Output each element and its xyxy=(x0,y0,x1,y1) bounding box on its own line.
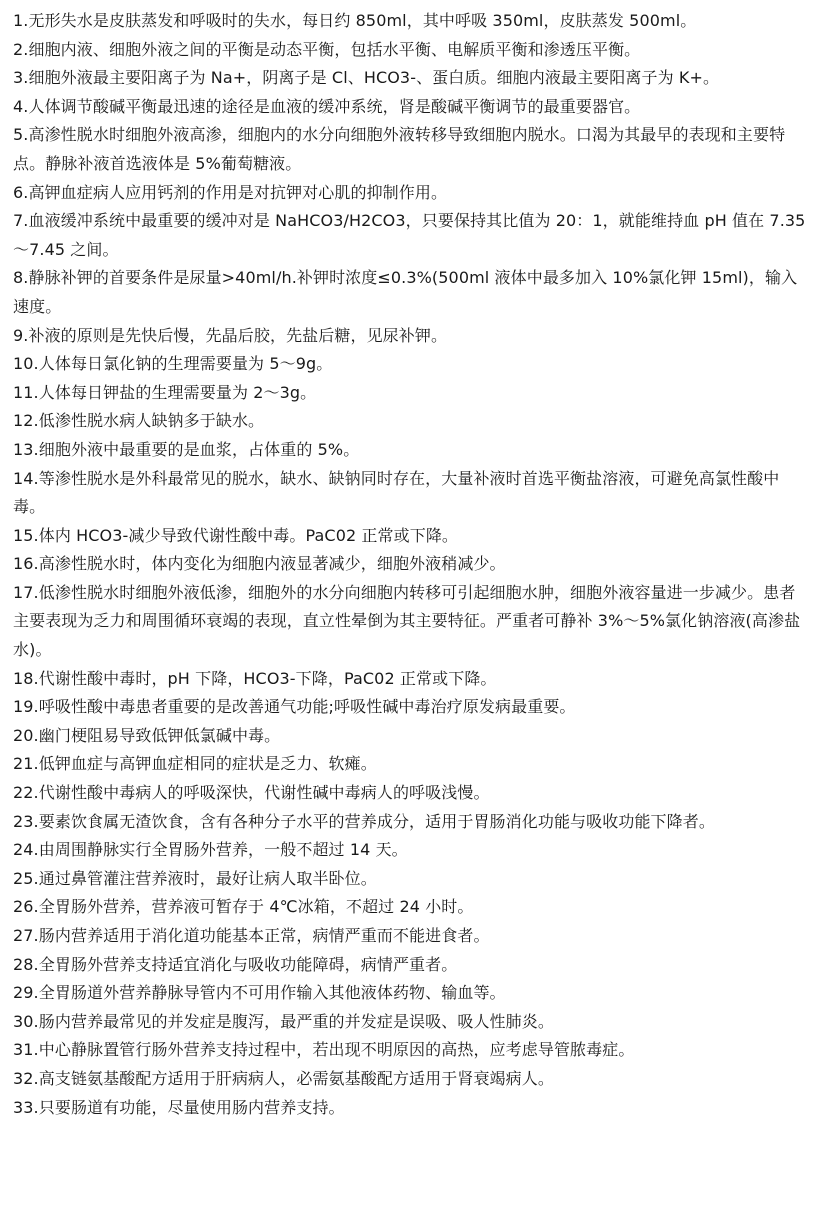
note-item-1: 1.无形失水是皮肤蒸发和呼吸时的失水，每日约 850ml，其中呼吸 350ml，皮肤蒸发 500ml。 xyxy=(13,11,697,30)
note-item-13: 13.细胞外液中最重要的是血浆，占体重的 5%。 xyxy=(13,439,360,459)
note-item-22: 22.代谢性酸中毒病人的呼吸深快，代谢性碱中毒病人的呼吸浅慢。 xyxy=(13,783,490,803)
note-item-15: 15.体内 HCO3-减少导致代谢性酸中毒。PaC02 正常或下降。 xyxy=(13,525,459,545)
note-item-17: 17.低渗性脱水时细胞外液低渗，细胞外的水分向细胞内转移可引起细胞水肿，细胞外液容量进一步减少。患者主要表现为乏力和周围循环衰竭的表现，直立性晕倒为其主要特征。严重者可静补 3%～5%氯化钠溶液(高渗盐水)。 xyxy=(13,582,801,660)
note-item-21: 21.低钾血症与高钾血症相同的症状是乏力、软瘫。 xyxy=(13,754,377,774)
note-item-30: 30.肠内营养最常见的并发症是腹泻，最严重的并发症是误吸、吸人性肺炎。 xyxy=(13,1011,554,1031)
note-item-26: 26.全胃肠外营养，营养液可暂存于 4℃冰箱，不超过 24 小时。 xyxy=(13,897,474,917)
note-item-6: 6.高钾血症病人应用钙剂的作用是对抗钾对心肌的抑制作用。 xyxy=(13,182,448,202)
note-item-8: 8.静脉补钾的首要条件是尿量>40ml/h.补钾时浓度≤0.3%(500ml 液体中最多加入 10%氯化钾 15ml)，输入速度。 xyxy=(13,268,798,316)
note-item-25: 25.通过鼻管灌注营养液时，最好让病人取半卧位。 xyxy=(13,868,377,888)
note-item-23: 23.要素饮食属无渣饮食，含有各种分子水平的营养成分，适用于胃肠消化功能与吸收功能下降者。 xyxy=(13,811,715,831)
note-item-3: 3.细胞外液最主要阳离子为 Na+，阴离子是 Cl、HCO3-、蛋白质。细胞内液最主要阳离子为 K+。 xyxy=(13,68,720,88)
note-item-10: 10.人体每日氯化钠的生理需要量为 5～9g。 xyxy=(13,354,333,374)
note-item-7: 7.血液缓冲系统中最重要的缓冲对是 NaHCO3/H2CO3，只要保持其比值为 20：1，就能维持血 pH 值在 7.35～7.45 之间。 xyxy=(13,211,806,259)
note-item-2: 2.细胞内液、细胞外液之间的平衡是动态平衡，包括水平衡、电解质平衡和渗透压平衡。 xyxy=(13,39,641,59)
note-item-24: 24.由周围静脉实行全胃肠外营养，一般不超过 14 天。 xyxy=(13,840,408,860)
note-item-16: 16.高渗性脱水时，体内变化为细胞内液显著减少，细胞外液稍减少。 xyxy=(13,554,506,574)
note-item-9: 9.补液的原则是先快后慢，先晶后胶，先盐后糖，见尿补钾。 xyxy=(13,325,448,345)
note-item-20: 20.幽门梗阻易导致低钾低氯碱中毒。 xyxy=(13,725,281,745)
note-item-29: 29.全胃肠道外营养静脉导管内不可用作输入其他液体药物、输血等。 xyxy=(13,983,506,1003)
note-item-32: 32.高支链氨基酸配方适用于肝病病人，必需氨基酸配方适用于肾衰竭病人。 xyxy=(13,1068,554,1088)
note-item-27: 27.肠内营养适用于消化道功能基本正常，病情严重而不能进食者。 xyxy=(13,926,490,945)
note-item-12: 12.低渗性脱水病人缺钠多于缺水。 xyxy=(13,411,265,431)
note-item-11: 11.人体每日钾盐的生理需要量为 2～3g。 xyxy=(13,382,317,402)
note-item-4: 4.人体调节酸碱平衡最迅速的途径是血液的缓冲系统，肾是酸碱平衡调节的最重要器官。 xyxy=(13,96,641,116)
note-item-19: 19.呼吸性酸中毒患者重要的是改善通气功能;呼吸性碱中毒治疗原发病最重要。 xyxy=(13,697,576,717)
note-item-5: 5.高渗性脱水时细胞外液高渗，细胞内的水分向细胞外液转移导致细胞内脱水。口渴为其最早的表现和主要特点。静脉补液首选液体是 5%葡萄糖液。 xyxy=(13,125,786,173)
note-item-18: 18.代谢性酸中毒时，pH 下降，HCO3-下降，PaC02 正常或下降。 xyxy=(13,668,497,688)
note-item-33: 33.只要肠道有功能，尽量使用肠内营养支持。 xyxy=(13,1097,345,1117)
note-item-28: 28.全胃肠外营养支持适宜消化与吸收功能障碍，病情严重者。 xyxy=(13,954,458,974)
note-item-14: 14.等渗性脱水是外科最常见的脱水，缺水、缺钠同时存在，大量补液时首选平衡盐溶液，可避免高氯性酸中毒。 xyxy=(13,468,780,517)
note-item-31: 31.中心静脉置管行肠外营养支持过程中，若出现不明原因的高热，应考虑导管脓毒症。 xyxy=(13,1040,635,1060)
